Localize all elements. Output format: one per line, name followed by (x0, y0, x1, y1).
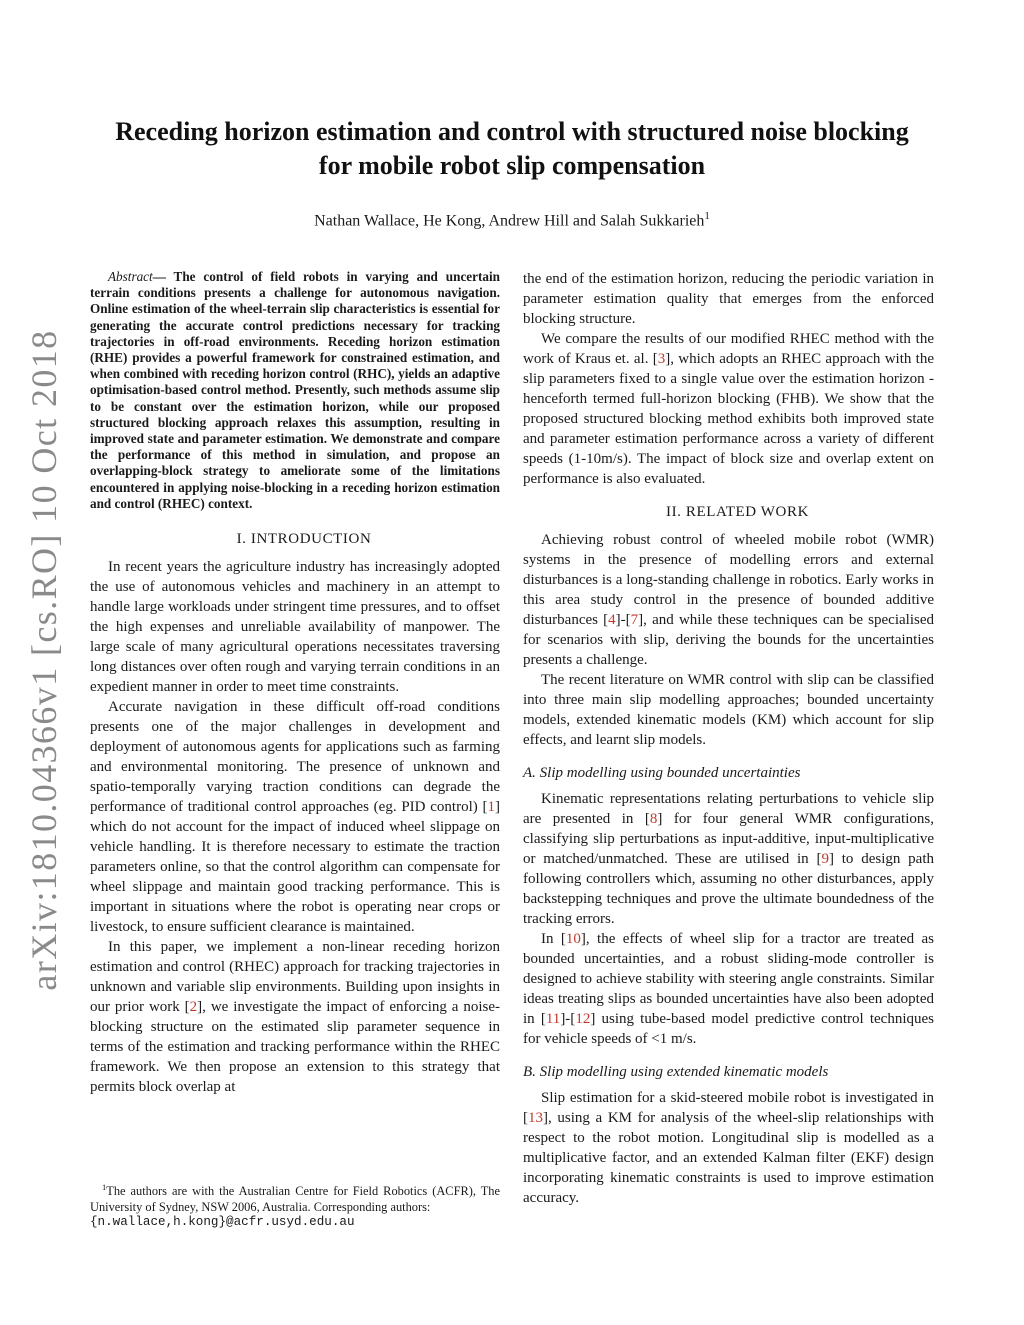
intro-p4-text-a: We compare the results of our modified RHEC method with the work of Kraus et. al. [ (523, 331, 934, 367)
title-line-1: Receding horizon estimation and control with structured noise blocking (115, 117, 909, 146)
sub-a-p2-text-b: ], the effects of wheel slip for a tractor are treated as bounded uncertainties, and a robust sliding-mode controller is designed to achieve stability with steering angle constraints. Similar ideas treating slips as bounded uncertainties have also been adopted in [ (523, 931, 934, 1027)
citation-link[interactable]: 10 (565, 931, 581, 947)
abstract-dash: — (152, 269, 166, 284)
citation-link[interactable]: 12 (575, 1011, 591, 1027)
intro-p2-text-a: Accurate navigation in these difficult off-road conditions presents one of the major challenges in development and deployment of autonomous agents for applications such as farming and environmental monitoring. The presence of unknown and spatio-temporally varying traction conditions can degrade the performance of traditional control approaches (eg. PID control) [ (90, 699, 500, 816)
abstract-text: The control of field robots in varying and uncertain terrain conditions presents a challenge for autonomous navigation. Online estimation of the wheel-terrain slip characteristics is essential for generating the accurate control predictions necessary for tracking trajectories in off-road environments. Receding horizon estimation (RHE) provides a powerful framework for constrained estimation, and when combined with receding horizon control (RHC), yields an adaptive optimisation-based control method. Presently, such methods assume slip to be constant over the estimation horizon, while our proposed structured blocking approach relaxes this assumption, resulting in improved state and parameter estimation. We demonstrate and compare the performance of this method in simulation, and propose an overlapping-block strategy to ameliorate some of the limitations encountered in applying noise-blocking in a receding horizon estimation and control (RHEC) context. (90, 269, 500, 511)
right-column (523, 269, 934, 1208)
footnote-mark: 1 (102, 1182, 107, 1192)
abstract-label: Abstract (108, 269, 153, 284)
sub-a-p1-text-b: ] for four general WMR configurations, classifying slip perturbations as input-additive, input-multiplicative or matched/unmatched. These are utilised in [ (523, 811, 934, 867)
sub-a-p2-text-a: In [ (541, 931, 566, 947)
sub-a-p1-text-a: Kinematic representations relating perturbations to vehicle slip are presented in [ (523, 791, 934, 827)
subsection-a-paragraph-1 (523, 789, 934, 929)
title-line-2: for mobile robot slip compensation (318, 151, 706, 180)
sub-a-p2-range-sep: ]-[ (560, 1011, 576, 1027)
subsection-b-paragraph-1 (523, 1088, 934, 1208)
author-list (60, 210, 964, 230)
arxiv-watermark: arXiv:1810.04366v1 [cs.RO] 10 Oct 2018 (24, 329, 64, 991)
sub-a-p2-text-c: ] using tube-based model predictive control techniques for vehicle speeds of <1 m/s. (523, 1011, 934, 1047)
citation-link[interactable]: 2 (189, 999, 198, 1016)
related-p1-range-sep: ]-[ (615, 612, 631, 628)
citation-link[interactable]: 13 (528, 1110, 543, 1126)
intro-paragraph-3-continued: the end of the estimation horizon, reducing the periodic variation in parameter estimation quality that emerges from the enforced blocking structure. (523, 271, 934, 327)
section-heading-introduction: I. INTRODUCTION (236, 531, 372, 548)
related-p1-text-a: Achieving robust control of wheeled mobile robot (WMR) systems in the presence of modelling errors and external disturbances is a long-standing challenge in robotics. Early works in this area study control in the presence of bounded additive disturbances [ (523, 532, 934, 628)
authors-names: Nathan Wallace, He Kong, Andrew Hill and Salah Sukkarieh (314, 212, 705, 230)
citation-link[interactable]: 4 (608, 612, 616, 628)
intro-p3-text-a: In this paper, we implement a non-linear receding horizon estimation and control (RHEC) approach for tracking trajectories in unknown and variable slip environments. Building upon insights in our prior work [ (90, 939, 500, 1016)
sub-a-p1-text-c: ] to design path following controllers which, assuming no other disturbances, apply backstepping techniques and prove the ultimate boundedness of the tracking errors. (523, 851, 934, 927)
footnote (90, 1180, 500, 1230)
related-paragraph-1 (523, 530, 934, 670)
section-heading-related-work: II. RELATED WORK (665, 504, 810, 520)
citation-link[interactable]: 11 (545, 1011, 561, 1027)
subsection-heading-a: A. Slip modelling using bounded uncertainties (523, 765, 801, 781)
sub-b-p1-text-a: Slip estimation for a skid-steered mobile robot is investigated in [ (523, 1090, 934, 1126)
paper-title (60, 115, 964, 183)
citation-link[interactable]: 3 (657, 351, 666, 367)
intro-paragraph-4 (523, 329, 934, 489)
author-affiliation-mark: 1 (704, 210, 710, 222)
intro-p4-text-b: ], which adopts an RHEC approach with the slip parameters fixed to a single value over the estimation horizon - henceforth termed full-horizon blocking (FHB). We show that the proposed structured blocking method exhibits both improved state and parameter estimation performance across a variety of different speeds (1-10m/s). The impact of block size and overlap extent on performance is also evaluated. (523, 351, 934, 487)
intro-paragraph-1 (90, 557, 500, 697)
abstract (90, 269, 500, 512)
intro-paragraph-3 (90, 937, 500, 1097)
citation-link[interactable]: 9 (821, 851, 829, 867)
sub-b-p1-text-b: ], using a KM for analysis of the wheel-slip relationships with respect to the robot motion. Longitudinal slip is modelled as a multiplicative factor, and an extended Kalman filter (EKF) design incorporating kinematic constraints is used to improve estimation accuracy. (523, 1110, 934, 1206)
citation-link[interactable]: 7 (630, 612, 639, 628)
subsection-a-paragraph-2 (523, 929, 934, 1049)
citation-link[interactable]: 8 (649, 811, 658, 827)
footnote-affiliation: The authors are with the Australian Centre for Field Robotics (ACFR), The University of Sydney, NSW 2006, Australia. Corresponding authors: (90, 1184, 500, 1214)
subsection-heading-b: B. Slip modelling using extended kinematic models (523, 1064, 829, 1080)
citation-link[interactable]: 1 (487, 799, 495, 816)
related-p1-text-b: ], and while these techniques can be specialised for scenarios with slip, deriving the bounds for the uncertainties presents a challenge. (523, 612, 934, 668)
intro-p3-text-b: ], we investigate the impact of enforcing a noise-blocking structure on the estimated slip parameter sequence in terms of the estimation and tracking performance within the RHEC framework. We then propose an extension to this strategy that permits block overlap at (90, 999, 500, 1096)
footnote-text-block (90, 1180, 500, 1215)
related-paragraph-2: The recent literature on WMR control with slip can be classified into three main slip modelling approaches; bounded uncertainty models, extended kinematic models (KM) which account for slip effects, and learnt slip models. (523, 672, 934, 748)
intro-p2-text-b: ] which do not account for the impact of induced wheel slippage on vehicle handling. It is therefore necessary to estimate the traction parameters online, so that the control algorithm can compensate for wheel slippage and maintain good tracking performance. This is important in situations where the robot is operating near crops or livestock, to ensure sufficient clearance is maintained. (90, 799, 500, 936)
intro-paragraph-2 (90, 697, 500, 937)
intro-p1-text: In recent years the agriculture industry has increasingly adopted the use of autonomous vehicles and machinery in an attempt to handle large workloads under stringent time pressures, and to offset the high expenses and unreliable availability of manpower. The large scale of many agricultural operations necessitates traversing long distances over often rough and varying terrain conditions in an expedient manner in order to meet time constraints. (90, 559, 500, 696)
left-column (90, 269, 500, 1097)
footnote-emails[interactable]: {n.wallace,h.kong}@acfr.usyd.edu.au (90, 1214, 355, 1229)
